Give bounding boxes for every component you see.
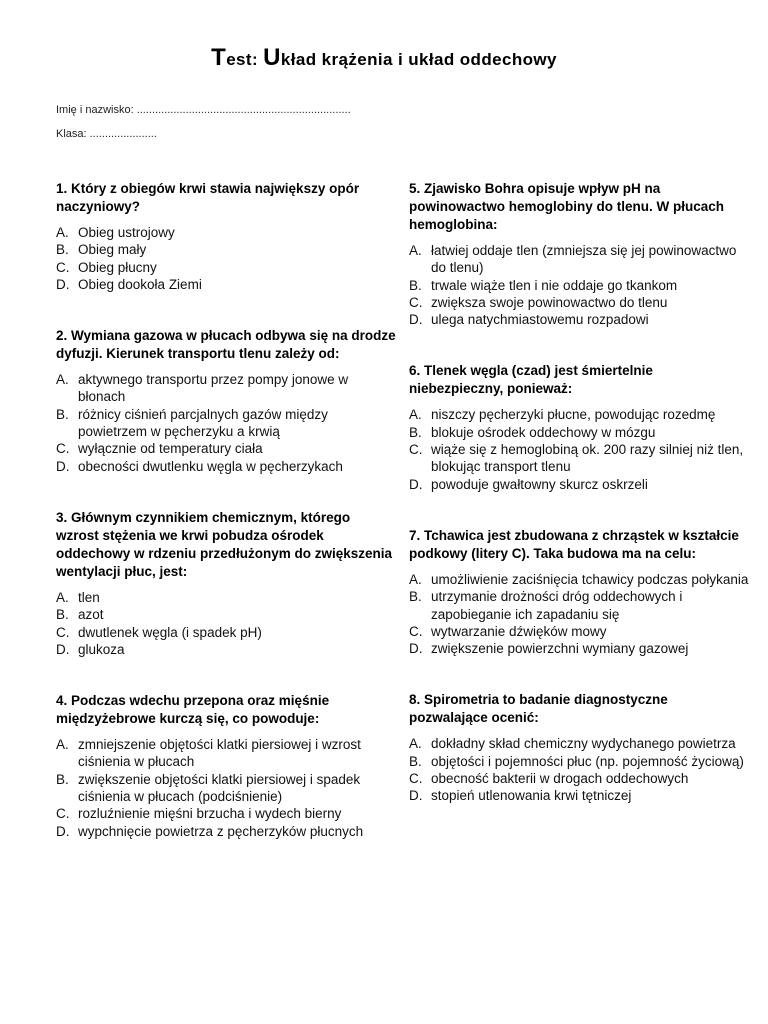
question-1 <box>56 180 396 293</box>
answer-option: D. Obieg dookoła Ziemi <box>56 276 202 292</box>
question-text: 7. Tchawica jest zbudowana z chrząstek w kształcie podkowy (litery C). Taka budowa ma na celu: <box>409 527 739 561</box>
question-2 <box>56 327 396 475</box>
page-title: Test: Układ krążenia i układ oddechowy <box>211 44 557 71</box>
answer-option: B. różnicy ciśnień parcjalnych gazów między powietrzem w pęcherzyku a krwią <box>56 406 328 440</box>
answer-option: C. dwutlenek węgla (i spadek pH) <box>56 624 262 640</box>
answer-option: A. dokładny skład chemiczny wydychanego powietrza <box>409 736 736 752</box>
answer-option: D. stopień utlenowania krwi tętniczej <box>409 788 632 804</box>
name-field: Imię i nazwisko: ...................................................................... <box>56 104 351 116</box>
answer-option: C. rozluźnienie mięśni brzucha i wydech bierny <box>56 806 342 822</box>
question-text: 3. Głównym czynnikiem chemicznym, którego wzrost stężenia we krwi pobudza ośrodek oddechowy w rdzeniu przedłużonym do zwiększenia wentylacji płuc, jest: <box>56 509 393 579</box>
question-4 <box>56 692 396 840</box>
questions-right-column <box>409 180 749 805</box>
answer-option: B. zwiększenie objętości klatki piersiowej i spadek ciśnienia w płucach (podciśnienie) <box>56 771 361 805</box>
answer-option: A. aktywnego transportu przez pompy jonowe w błonach <box>56 372 349 405</box>
question-3 <box>56 509 396 658</box>
answer-option: B. blokuje ośrodek oddechowy w mózgu <box>409 424 656 440</box>
answer-option: B. utrzymanie drożności dróg oddechowych i zapobieganie ich zapadaniu się <box>409 589 683 622</box>
answer-option: A. zmniejszenie objętości klatki piersiowej i wzrost ciśnienia w płucach <box>56 737 361 770</box>
answer-option: C. obecność bakterii w drogach oddechowych <box>409 771 689 787</box>
answer-option: C. Obieg płucny <box>56 259 157 275</box>
answer-option: A. tlen <box>56 589 100 605</box>
answer-option: A. umożliwienie zaciśnięcia tchawicy podczas połykania <box>409 571 749 587</box>
answer-option: B. trwale wiąże tlen i nie oddaje go tkankom <box>409 277 678 293</box>
question-text: 1. Który z obiegów krwi stawia największy opór naczyniowy? <box>56 181 360 214</box>
answer-option: D. wypchnięcie powietrza z pęcherzyków płucnych <box>56 823 364 839</box>
answer-option: B. objętości i pojemności płuc (np. pojemność życiową) <box>409 753 744 769</box>
question-5 <box>409 180 749 328</box>
answer-option: B. Obieg mały <box>56 242 147 258</box>
question-7 <box>409 527 749 657</box>
question-8 <box>409 691 749 804</box>
question-text: 8. Spirometria to badanie diagnostyczne pozwalające ocenić: <box>409 692 668 726</box>
answer-option: C. wyłącznie od temperatury ciała <box>56 441 263 457</box>
answer-option: C. wytwarzanie dźwięków mowy <box>409 623 607 639</box>
answer-option: D. zwiększenie powierzchni wymiany gazowej <box>409 641 689 657</box>
answer-option: A. Obieg ustrojowy <box>56 225 175 240</box>
answer-option: B. azot <box>56 607 104 623</box>
question-text: 5. Zjawisko Bohra opisuje wpływ pH na powinowactwo hemoglobiny do tlenu. W płucach hemoglobina: <box>409 181 724 232</box>
answer-option: D. ulega natychmiastowemu rozpadowi <box>409 312 649 328</box>
answer-option: C. wiąże się z hemoglobiną ok. 200 razy silniej niż tlen, blokując transport tlenu <box>409 442 744 475</box>
answer-option: D. powoduje gwałtowny skurcz oskrzeli <box>409 476 648 492</box>
questions-left-column <box>56 180 396 840</box>
question-text: 4. Podczas wdechu przepona oraz mięśnie międzyżebrowe kurczą się, co powoduje: <box>56 693 330 727</box>
answer-option: D. obecności dwutlenku węgla w pęcherzykach <box>56 458 343 474</box>
question-text: 2. Wymiana gazowa w płucach odbywa się na drodze dyfuzji. Kierunek transportu tlenu zależy od: <box>56 328 396 362</box>
answer-option: A. łatwiej oddaje tlen (zmniejsza się jej powinowactwo do tlenu) <box>409 243 737 276</box>
answer-option: C. zwiększa swoje powinowactwo do tlenu <box>409 294 668 310</box>
answer-option: D. glukoza <box>56 641 125 657</box>
question-text: 6. Tlenek węgla (czad) jest śmiertelnie niebezpieczny, ponieważ: <box>409 363 653 397</box>
class-field: Klasa: ...................... <box>56 128 157 140</box>
answer-option: A. niszczy pęcherzyki płucne, powodując rozedmę <box>409 407 716 423</box>
question-6 <box>409 362 749 492</box>
